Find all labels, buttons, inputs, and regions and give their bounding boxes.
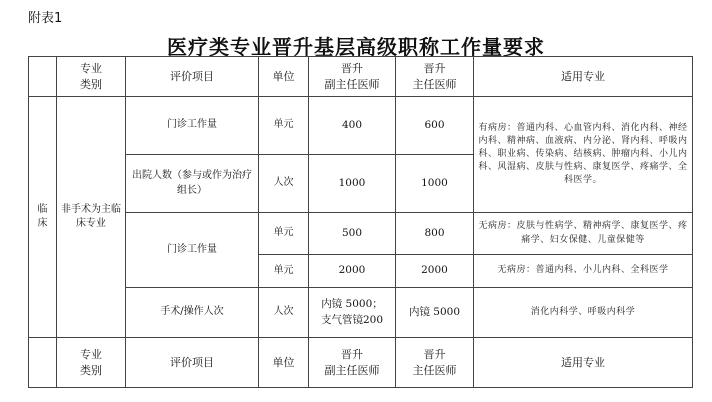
header-item: 评价项目	[126, 57, 259, 97]
unit-cell: 人次	[259, 288, 309, 338]
table-row	[29, 97, 693, 155]
header-deputy: 晋升 副主任医师	[309, 57, 396, 97]
deputy-value: 2000	[309, 255, 396, 288]
header-unit: 单位	[259, 338, 309, 388]
item-cell: 出院人数（参与或作为治疗组长）	[126, 155, 259, 213]
appendix-label: 附表1	[28, 11, 63, 26]
chief-value: 800	[396, 213, 474, 255]
deputy-value: 400	[309, 97, 396, 155]
header-empty-cell	[29, 338, 57, 388]
table-row	[29, 288, 693, 338]
unit-cell: 单元	[259, 213, 309, 255]
unit-cell: 人次	[259, 155, 309, 213]
unit-cell: 单元	[259, 97, 309, 155]
category-cell: 临床	[29, 97, 57, 338]
header-item: 评价项目	[126, 338, 259, 388]
item-cell: 门诊工作量	[126, 213, 259, 288]
header-chief: 晋升 主任医师	[396, 338, 474, 388]
header-row-repeat	[29, 338, 693, 388]
deputy-value: 500	[309, 213, 396, 255]
unit-cell: 单元	[259, 255, 309, 288]
deputy-value: 内镜 5000； 支气管镜200	[309, 288, 396, 338]
header-category: 专业 类别	[57, 57, 126, 97]
deputy-value: 1000	[309, 155, 396, 213]
chief-value: 内镜 5000	[396, 288, 474, 338]
header-unit: 单位	[259, 57, 309, 97]
header-specialty: 适用专业	[474, 57, 693, 97]
item-cell: 门诊工作量	[126, 97, 259, 155]
header-row	[29, 57, 693, 97]
requirements-table	[28, 56, 693, 388]
table-row	[29, 213, 693, 255]
chief-value: 1000	[396, 155, 474, 213]
chief-value: 600	[396, 97, 474, 155]
item-cell: 手术/操作人次	[126, 288, 259, 338]
header-specialty: 适用专业	[474, 338, 693, 388]
subcategory-cell: 非手术为主临床专业	[57, 97, 126, 338]
header-empty-cell	[29, 57, 57, 97]
document-title: 医疗类专业晋升基层高级职称工作量要求	[167, 35, 545, 59]
chief-value: 2000	[396, 255, 474, 288]
specialty-cell: 有病房：普通内科、心血管内科、消化内科、神经内科、精神病、血液病、内分泌、肾内科、呼吸内科、职业病、传染病、结核病、肿瘤内科、小儿内科、风湿病、皮肤与性病、康复医学、疼痛学、全科医学。	[474, 97, 693, 213]
header-deputy: 晋升 副主任医师	[309, 338, 396, 388]
header-category: 专业 类别	[57, 338, 126, 388]
specialty-cell: 无病房：普通内科、小儿内科、全科医学	[474, 255, 693, 288]
header-chief: 晋升 主任医师	[396, 57, 474, 97]
specialty-cell: 消化内科学、呼吸内科学	[474, 288, 693, 338]
specialty-cell: 无病房：皮肤与性病学、精神病学、康复医学、疼痛学、妇女保健、儿童保健等	[474, 213, 693, 255]
